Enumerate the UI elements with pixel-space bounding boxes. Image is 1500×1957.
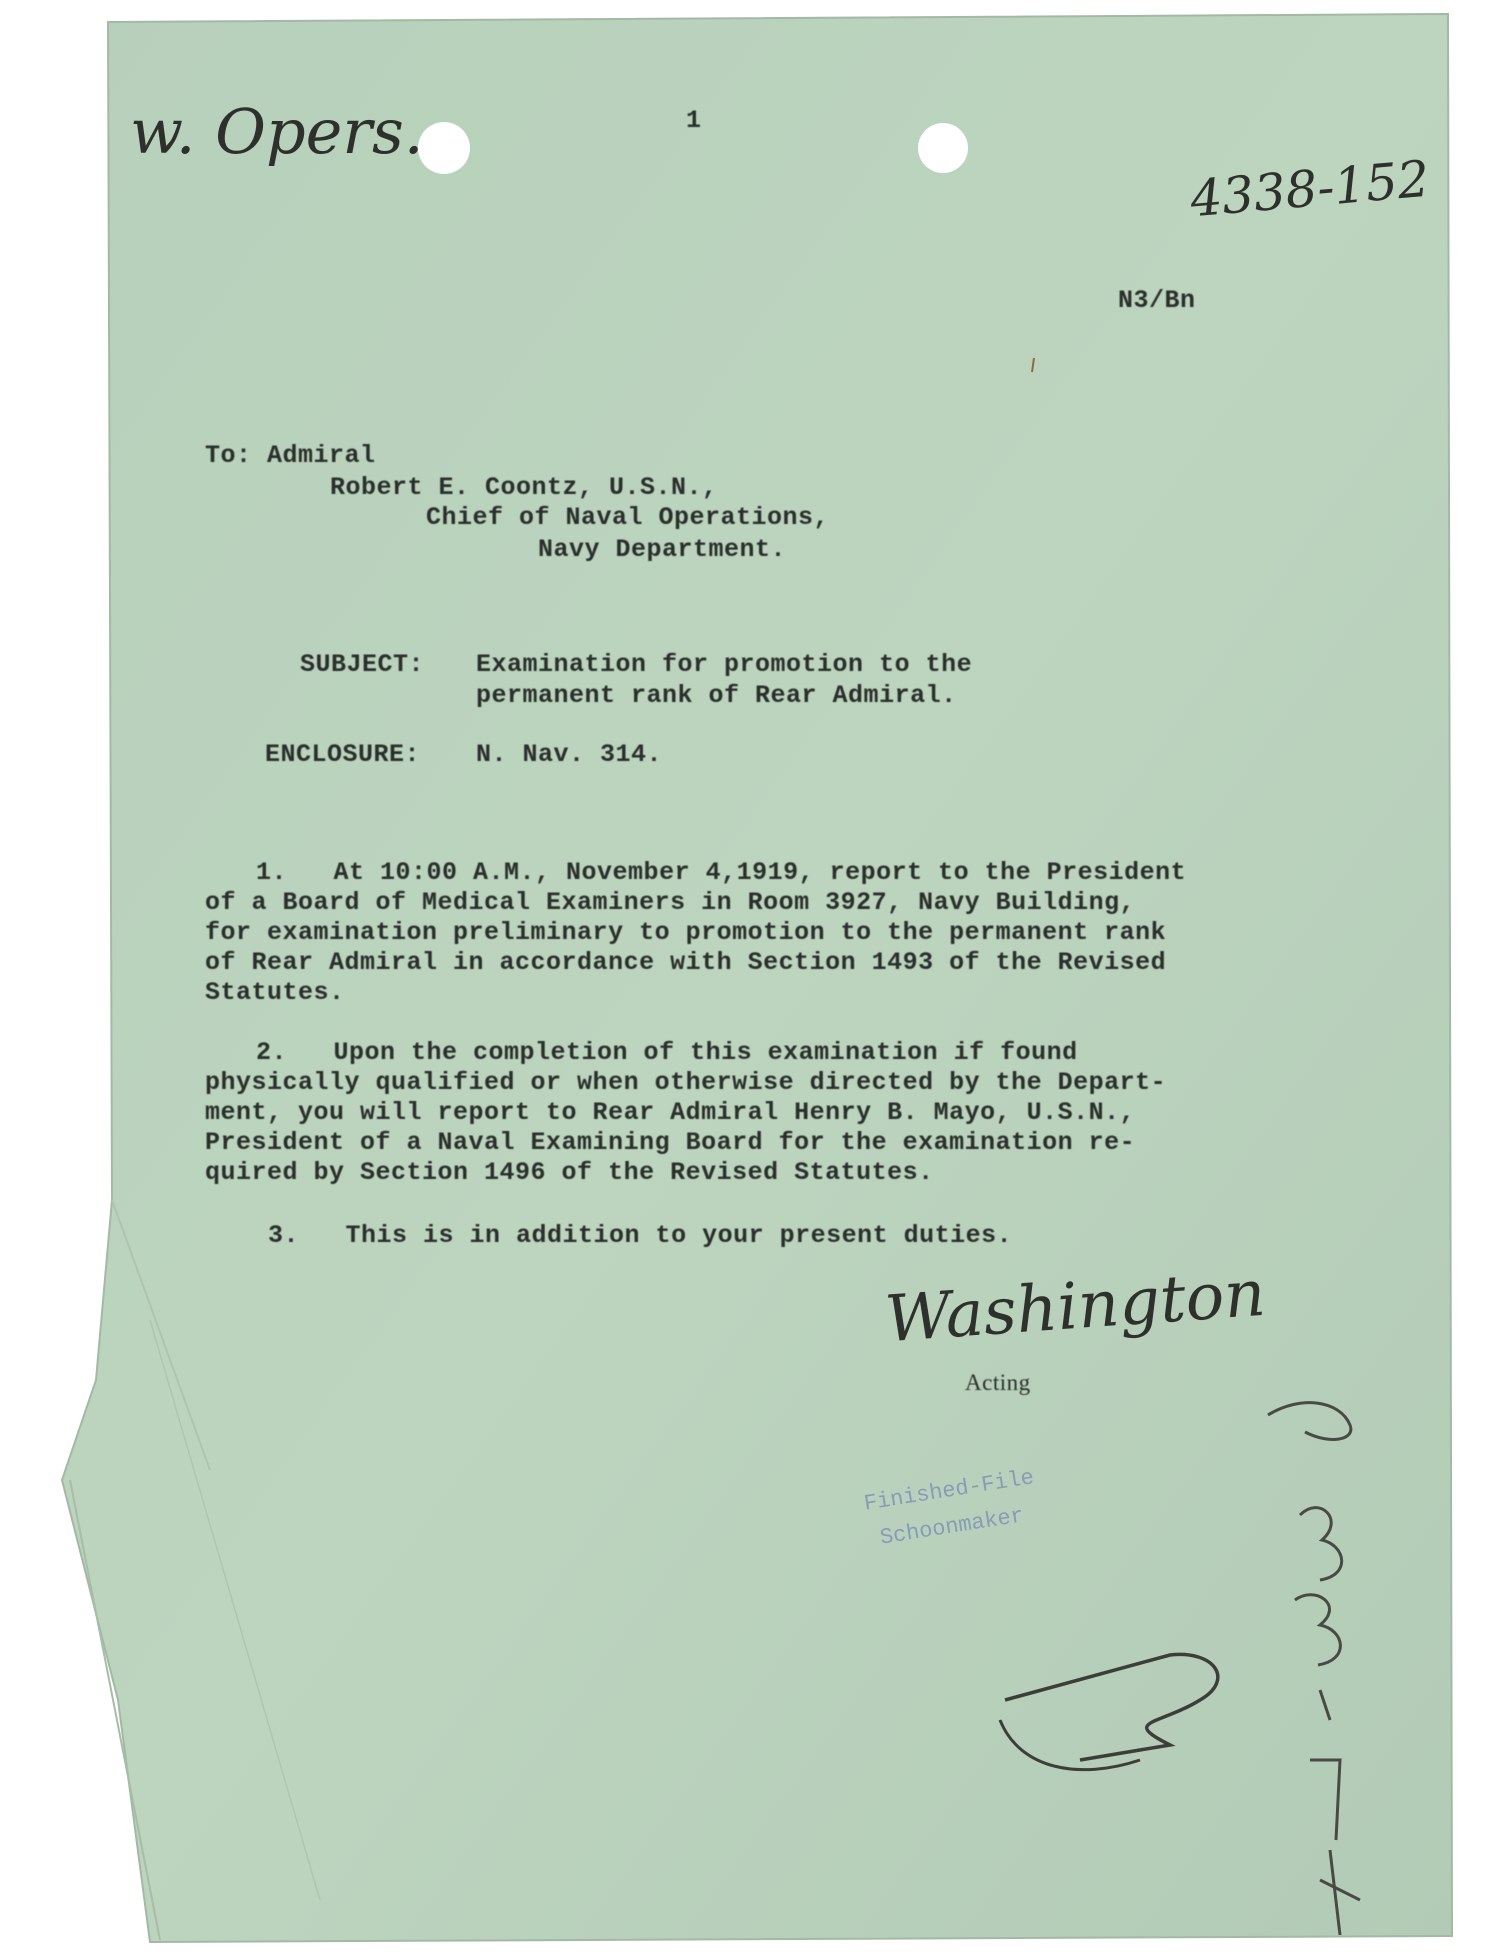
file-number: 4338-152: [1187, 149, 1432, 229]
paragraph-line: ment, you will report to Rear Admiral Henry B. Mayo, U.S.N.,: [205, 1098, 1136, 1127]
paragraph-line: physically qualified or when otherwise directed by the Depart-: [205, 1068, 1167, 1097]
subject-line: permanent rank of Rear Admiral.: [476, 681, 957, 710]
routing-note: w. Opers.: [130, 95, 424, 168]
punch-hole: [918, 123, 968, 173]
punch-hole: [418, 122, 470, 174]
subject-line: Examination for promotion to the: [476, 650, 973, 679]
addressee-line: Robert E. Coontz, U.S.N.,: [330, 473, 718, 502]
paragraph-line: President of a Naval Examining Board for the examination re-: [205, 1128, 1136, 1157]
paragraph-line: for examination preliminary to promotion to the permanent rank: [205, 918, 1167, 947]
addressee-line: To: Admiral: [205, 441, 376, 470]
filing-stamp-line: Finished-File: [862, 1465, 1036, 1517]
subject-label: SUBJECT:: [300, 650, 425, 679]
page-number: 1: [686, 106, 702, 135]
paragraph-line: quired by Section 1496 of the Revised Statutes.: [205, 1158, 934, 1187]
addressee-line: Chief of Naval Operations,: [426, 503, 830, 532]
reference-code: N3/Bn: [1118, 286, 1196, 315]
paragraph-line: 3. This is in addition to your present duties.: [268, 1221, 1013, 1250]
signature-title: Acting: [965, 1370, 1031, 1395]
addressee-line: Navy Department.: [538, 535, 787, 564]
signature: Washington: [882, 1256, 1268, 1358]
paragraph-line: 2. Upon the completion of this examination if found: [256, 1038, 1078, 1067]
paragraph-line: 1. At 10:00 A.M., November 4,1919, report to the President: [256, 858, 1187, 887]
paragraph-line: of Rear Admiral in accordance with Section 1493 of the Revised: [205, 948, 1167, 977]
enclosure-value: N. Nav. 314.: [476, 740, 663, 769]
paragraph-line: of a Board of Medical Examiners in Room 3927, Navy Building,: [205, 888, 1136, 917]
enclosure-label: ENCLOSURE:: [265, 740, 421, 769]
paragraph-line: Statutes.: [205, 978, 345, 1007]
filing-stamp-line: Schoonmaker: [878, 1503, 1026, 1551]
